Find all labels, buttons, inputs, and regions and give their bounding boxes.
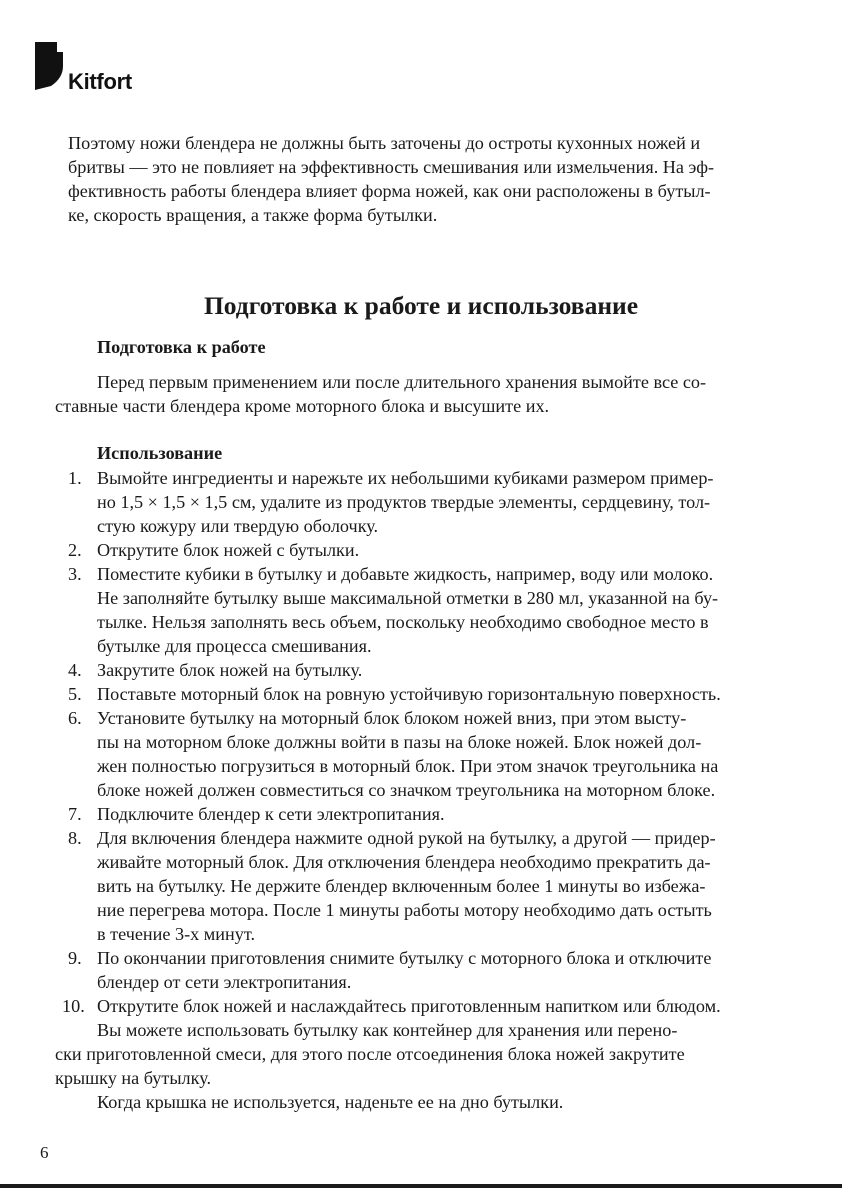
usage-heading: Использование: [97, 443, 223, 463]
list-item-number: 9.: [68, 948, 82, 968]
list-item-line: живайте моторный блок. Для отключения блендера необходимо прекратить да-: [97, 852, 711, 872]
list-item-line: Установите бутылку на моторный блок блоком ножей вниз, при этом высту-: [97, 708, 687, 728]
kitfort-logo-mark-icon: [33, 40, 73, 92]
list-item-line: блоке ножей должен совместиться со значком треугольника на моторном блоке.: [97, 780, 716, 800]
logo-text: Kitfort: [68, 69, 132, 94]
list-item-number: 1.: [68, 468, 82, 488]
list-item-line: Не заполняйте бутылку выше максимальной отметки в 280 мл, указанной на бу-: [97, 588, 719, 608]
list-item-line: По окончании приготовления снимите бутылку с моторного блока и отключите: [97, 948, 712, 968]
page-number: 6: [40, 1143, 49, 1162]
list-item-line: но 1,5 × 1,5 × 1,5 см, удалите из продуктов твердые элементы, сердцевину, тол-: [97, 492, 711, 512]
list-item-line: бутылке для процесса смешивания.: [97, 636, 372, 656]
prep-heading: Подготовка к работе: [97, 337, 266, 357]
intro-line: бритвы — это не повлияет на эффективность смешивания или измельчения. На эф-: [68, 157, 715, 177]
intro-line: ке, скорость вращения, а также форма бутылки.: [68, 205, 438, 225]
list-item-number: 10.: [62, 996, 85, 1016]
list-item-number: 2.: [68, 540, 82, 560]
bottom-rule: [0, 1184, 842, 1188]
intro-line: фективность работы блендера влияет форма ножей, как они расположены в бутыл-: [68, 181, 711, 201]
list-item-number: 8.: [68, 828, 82, 848]
section-title: Подготовка к работе и использование: [203, 291, 639, 320]
list-item-line: Вымойте ингредиенты и нарежьте их небольшими кубиками размером пример-: [97, 468, 714, 488]
prep-line: ставные части блендера кроме моторного блока и высушите их.: [55, 396, 550, 416]
list-item-line: Подключите блендер к сети электропитания.: [97, 804, 445, 824]
list-item-line: Закрутите блок ножей на бутылку.: [97, 660, 363, 680]
list-item-number: 5.: [68, 684, 82, 704]
prep-line: Перед первым применением или после длительного хранения вымойте все со-: [97, 372, 707, 392]
list-item-number: 4.: [68, 660, 82, 680]
list-item-number: 6.: [68, 708, 82, 728]
list-item-line: Открутите блок ножей с бутылки.: [97, 540, 360, 560]
kitfort-logo: [33, 40, 153, 100]
closing-line: ски приготовленной смеси, для этого после отсоединения блока ножей закрутите: [55, 1044, 685, 1064]
list-item-line: пы на моторном блоке должны войти в пазы на блоке ножей. Блок ножей дол-: [97, 732, 702, 752]
closing-line: крышку на бутылку.: [55, 1068, 212, 1088]
intro-line: Поэтому ножи блендера не должны быть заточены до остроты кухонных ножей и: [68, 133, 701, 153]
list-item-number: 3.: [68, 564, 82, 584]
list-item-line: в течение 3-х минут.: [97, 924, 255, 944]
list-item-line: вить на бутылку. Не держите блендер включенным более 1 минуты во избежа-: [97, 876, 706, 896]
closing-line: Вы можете использовать бутылку как контейнер для хранения или перено-: [97, 1020, 678, 1040]
list-item-line: жен полностью погрузиться в моторный блок. При этом значок треугольника на: [97, 756, 719, 776]
list-item-line: Поместите кубики в бутылку и добавьте жидкость, например, воду или молоко.: [97, 564, 714, 584]
list-item-line: Поставьте моторный блок на ровную устойчивую горизонтальную поверхность.: [97, 684, 721, 704]
list-item-line: тылке. Нельзя заполнять весь объем, поскольку необходимо свободное место в: [97, 612, 709, 632]
list-item-number: 7.: [68, 804, 82, 824]
list-item-line: Для включения блендера нажмите одной рукой на бутылку, а другой — придер-: [97, 828, 716, 848]
list-item-line: блендер от сети электропитания.: [97, 972, 352, 992]
list-item-line: Открутите блок ножей и наслаждайтесь приготовленным напитком или блюдом.: [97, 996, 721, 1016]
list-item-line: стую кожуру или твердую оболочку.: [97, 516, 379, 536]
list-item-line: ние перегрева мотора. После 1 минуты работы мотору необходимо дать остыть: [97, 900, 712, 920]
closing-line: Когда крышка не используется, наденьте ее на дно бутылки.: [97, 1092, 564, 1112]
